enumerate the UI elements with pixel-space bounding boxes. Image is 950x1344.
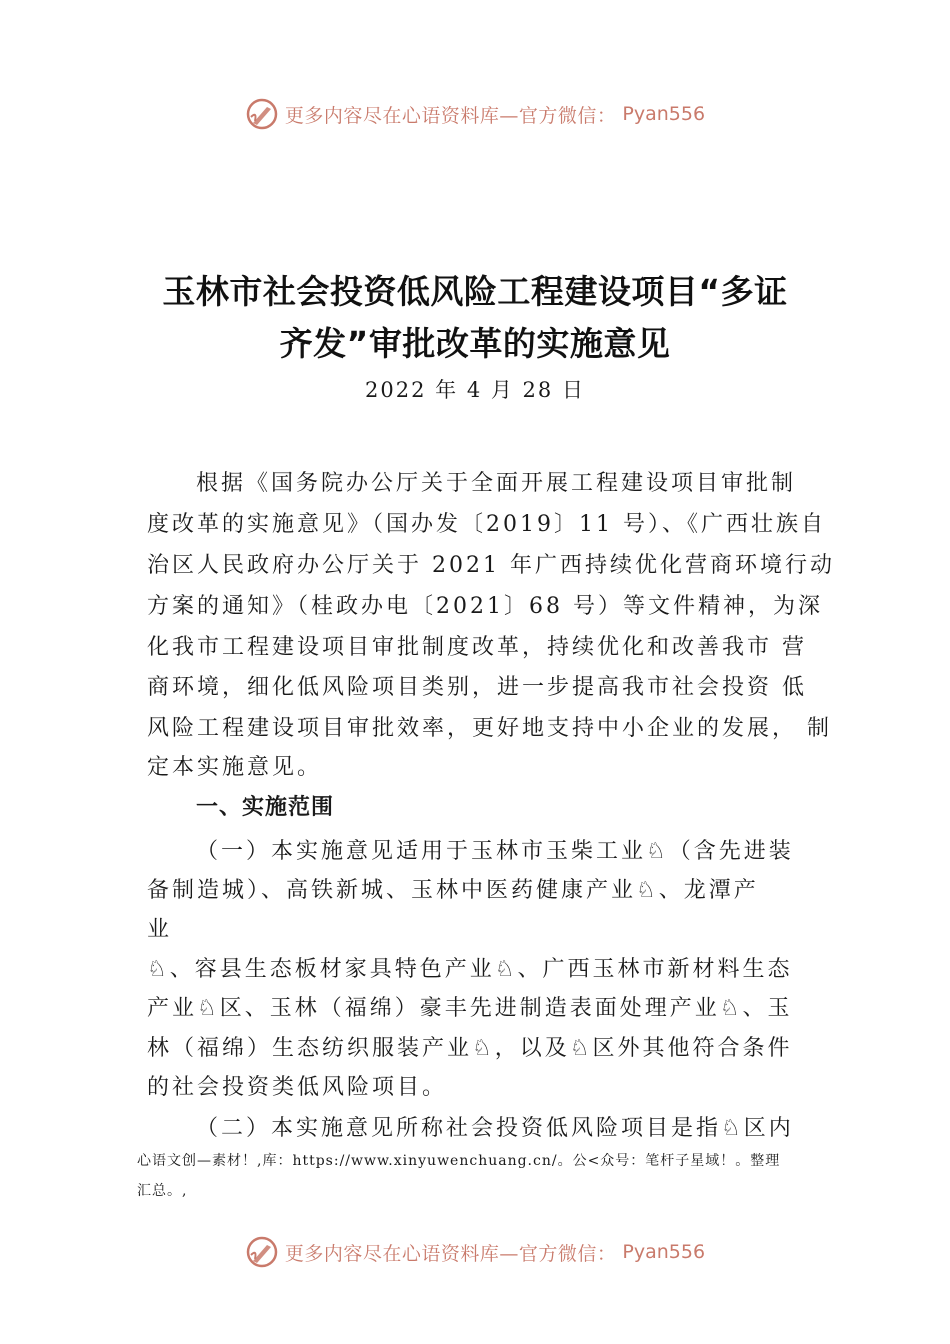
paragraph-line: 方案的通知》（桂政办电〔2021〕68 号）等文件精神，为深: [147, 594, 823, 619]
footer-watermark: [0, 1234, 950, 1270]
footer-note: 汇总。,: [137, 1183, 188, 1199]
pen-logo-icon: [245, 97, 279, 131]
paragraph-line: 定本实施意见。: [147, 755, 323, 780]
paragraph-line: 度改革的实施意见》（国办发〔2019〕11 号）、《广西壮族自: [147, 512, 826, 537]
paragraph-line: 风险工程建设项目审批效率，更好地支持中小企业的发展， 制: [147, 716, 832, 741]
paragraph-line: 治区人民政府办公厅关于 2021 年广西持续优化营商环境行动: [147, 553, 835, 578]
footer-note: 心语文创—素材！,库：https://www.xinyuwenchuang.cn/。公<众号：笔杆子星域！。整理: [137, 1153, 781, 1169]
paragraph-line: （一）本实施意见适用于玉林市玉柴工业♘（含先进装: [196, 839, 794, 864]
watermark-text: 更多内容尽在心语资料库—官方微信：: [284, 104, 617, 127]
paragraph-line: ♘、容县生态板材家具特色产业♘、广西玉林市新材料生态: [147, 957, 793, 982]
header-watermark: [0, 96, 950, 132]
paragraph-line: 备制造城）、高铁新城、玉林中医药健康产业♘、龙潭产: [147, 878, 759, 903]
document-title-line2: 齐发”审批改革的实施意见: [279, 324, 671, 363]
paragraph-line: 根据《国务院办公厅关于全面开展工程建设项目审批制: [196, 471, 797, 496]
document-title-line1: 玉林市社会投资低风险工程建设项目“多证: [162, 272, 788, 311]
watermark-text: 更多内容尽在心语资料库—官方微信：: [284, 1242, 617, 1265]
paragraph-line: 林（福绵）生态纺织服装产业♘，以及♘区外其他符合条件: [147, 1036, 793, 1061]
paragraph-line: 化我市工程建设项目审批制度改革，持续优化和改善我市 营: [147, 635, 807, 660]
paragraph-line: 产业♘区、玉林（福绵）豪丰先进制造表面处理产业♘、玉: [147, 996, 793, 1021]
watermark-wechat-id: Pyan556: [622, 103, 706, 125]
paragraph-line: （二）本实施意见所称社会投资低风险项目是指♘区内: [196, 1116, 794, 1141]
document-date: 2022 年 4 月 28 日: [365, 378, 585, 402]
paragraph-line: 的社会投资类低风险项目。: [147, 1075, 448, 1100]
section-heading: 一、实施范围: [196, 795, 335, 820]
watermark-wechat-id: Pyan556: [622, 1241, 706, 1263]
paragraph-line: 业: [147, 917, 173, 942]
pen-logo-icon: [245, 1235, 279, 1269]
paragraph-line: 商环境，细化低风险项目类别，进一步提高我市社会投资 低: [147, 675, 807, 700]
